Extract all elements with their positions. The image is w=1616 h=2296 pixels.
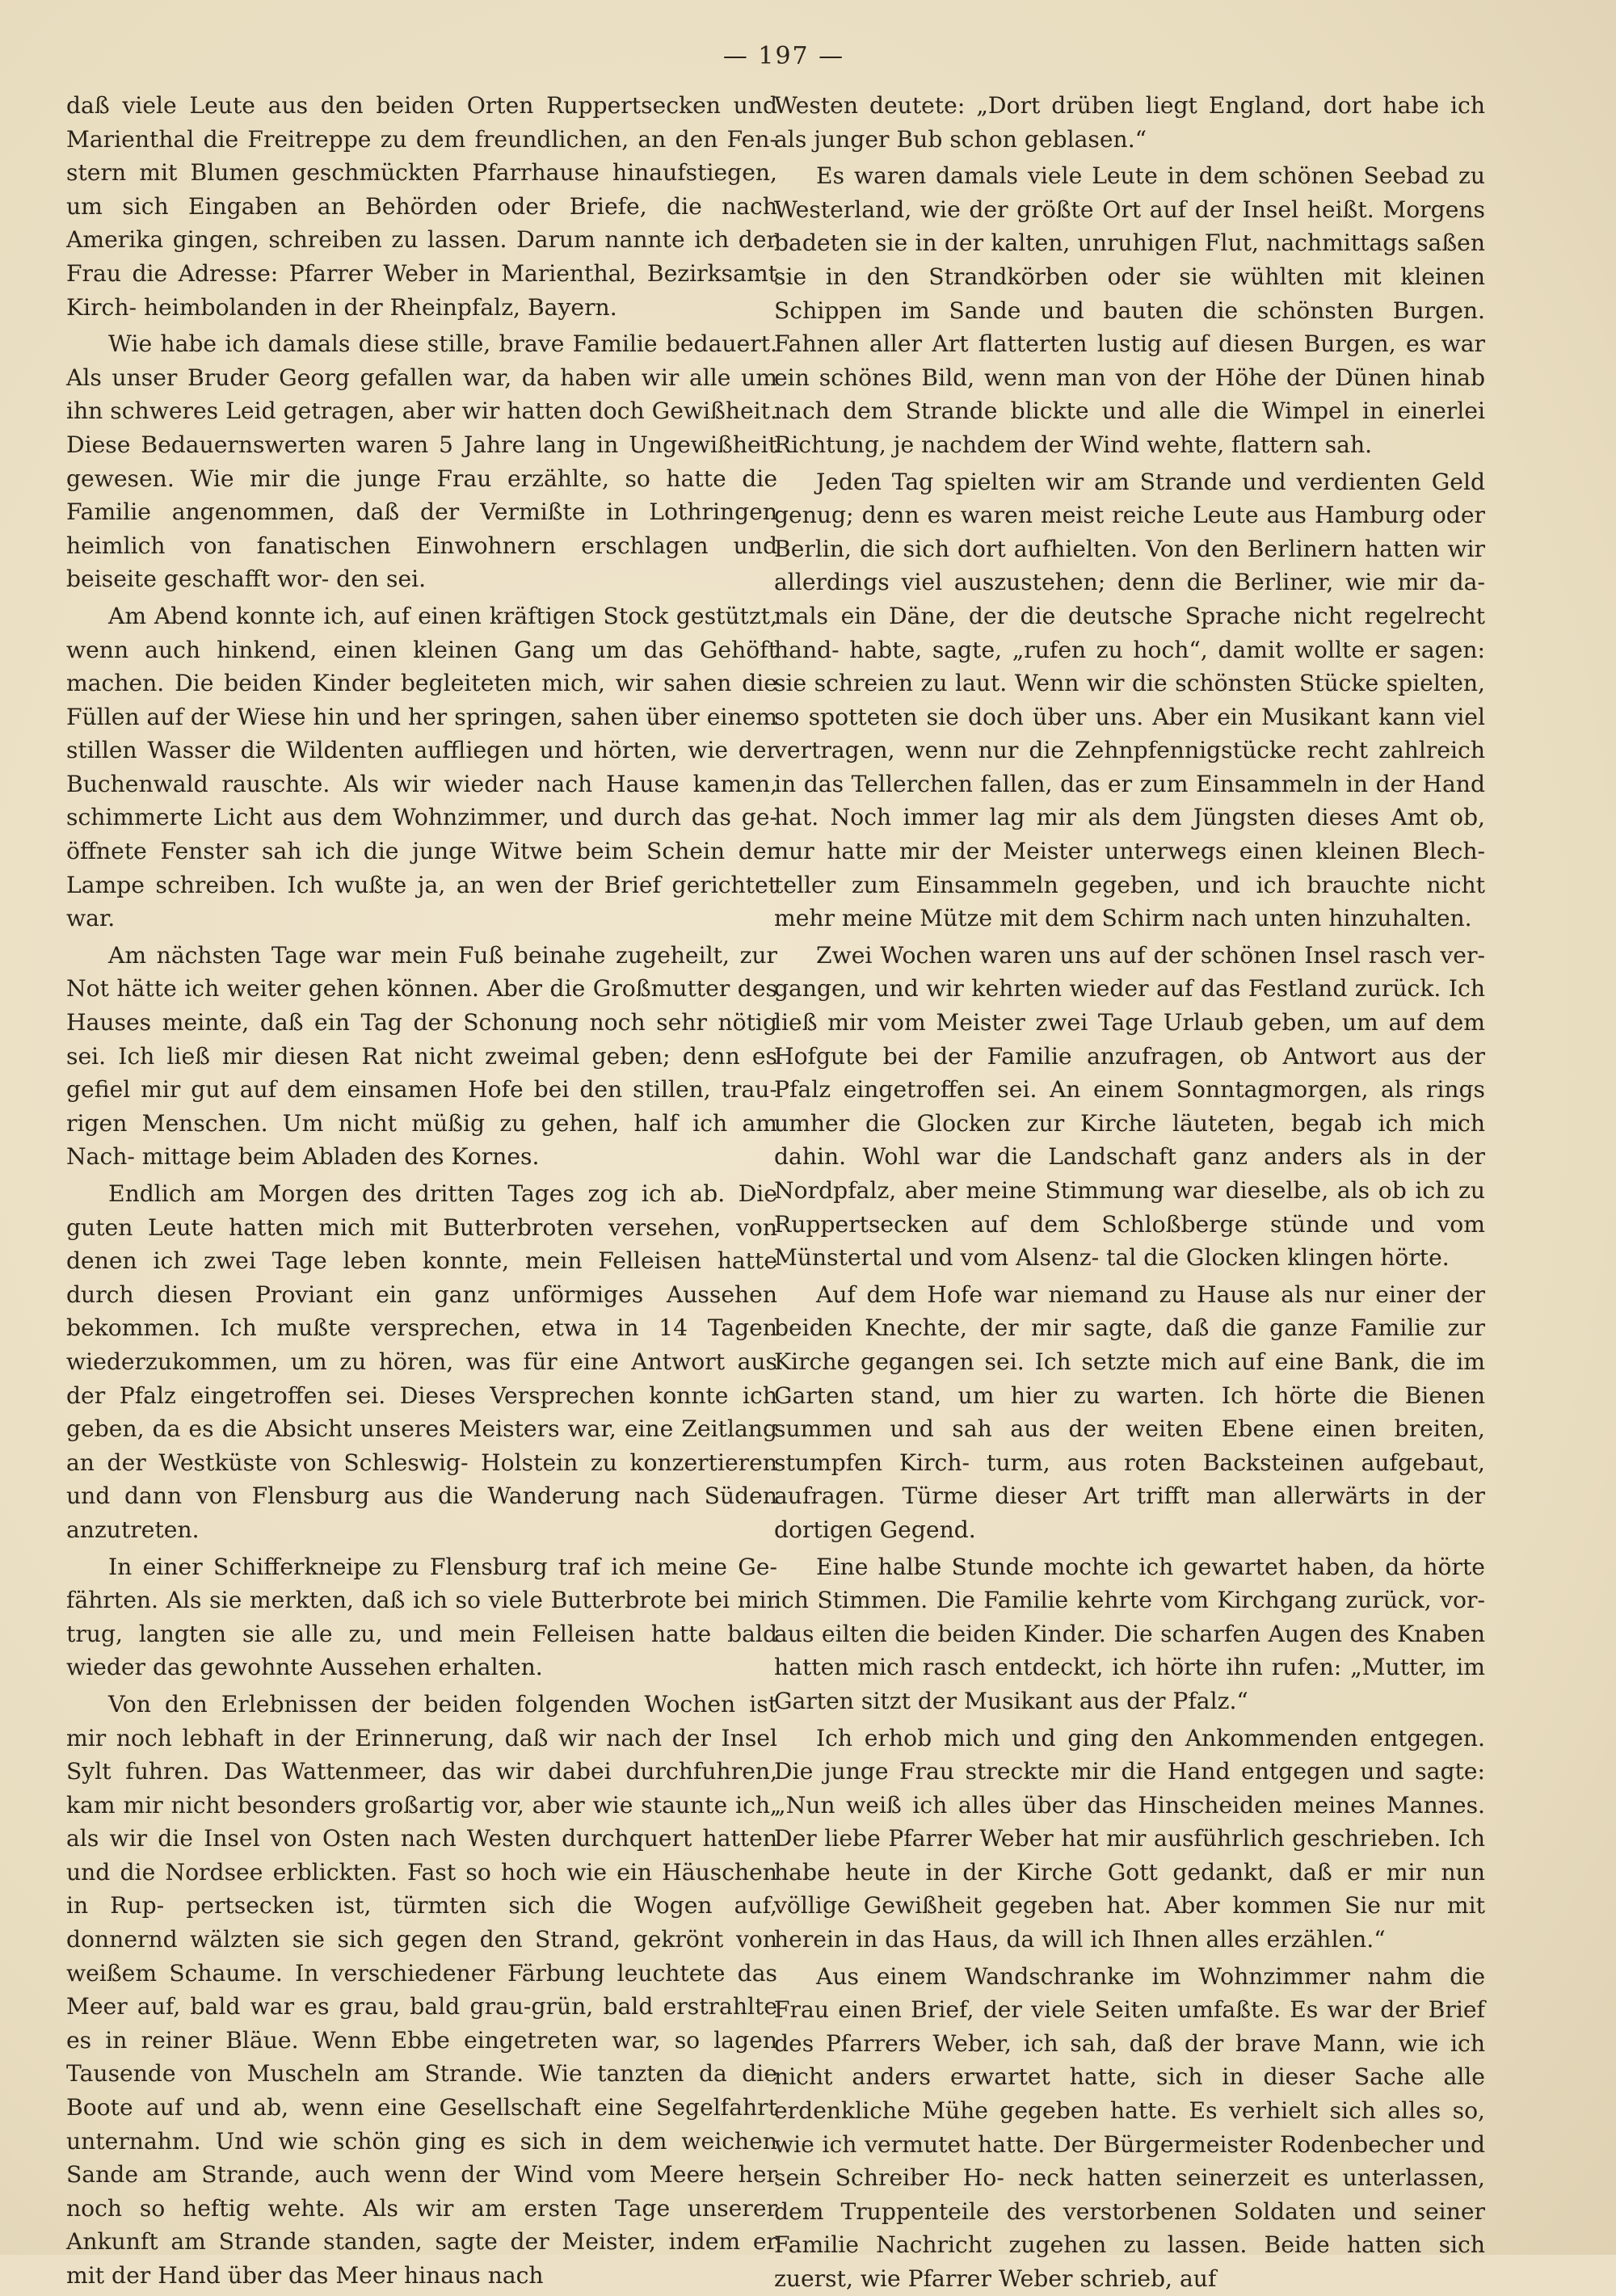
- paragraph: Es waren damals viele Leute in dem schönen Seebad zu Westerland, wie der größte Ort auf der Insel heißt. Morgens badeten sie in der kalten, unruhigen Flut, nachmittags saßen sie in den Strandkörben oder sie wühlten mit kleinen Schippen im Sande und bauten die schönsten Burgen. Fahnen aller Art flatterten lustig auf diesen Burgen, es war ein schönes Bild, wenn man von der Höhe der Dünen hinab nach dem Strande blickte und alle die Wimpel in einerlei Richtung, je nachdem der Wind wehte, flattern sah.: [774, 162, 1485, 458]
- paragraph: Eine halbe Stunde mochte ich gewartet haben, da hörte ich Stimmen. Die Familie kehrte vom Kirchgang zurück, vor- aus eilten die beiden Kinder. Die scharfen Augen des Knaben hatten mich rasch entdeckt, ich hörte ihn rufen: „Mutter, im Garten sitzt der Musikant aus der Pfalz.“: [774, 1553, 1485, 1714]
- paragraph: In einer Schifferkneipe zu Flensburg traf ich meine Ge- fährten. Als sie merkten, daß ich so viele Butterbrote bei mir trug, langten sie alle zu, und mein Felleisen hatte bald wieder das gewohnte Aussehen erhalten.: [66, 1553, 777, 1681]
- paragraph: Am Abend konnte ich, auf einen kräftigen Stock gestützt, wenn auch hinkend, einen kleinen Gang um das Gehöft machen. Die beiden Kinder begleiteten mich, wir sahen die Füllen auf der Wiese hin und her springen, sahen über einem stillen Wasser die Wildenten auffliegen und hörten, wie der Buchenwald rauschte. Als wir wieder nach Hause kamen, schimmerte Licht aus dem Wohnzimmer, und durch das ge- öffnete Fenster sah ich die junge Witwe beim Schein der Lampe schreiben. Ich wußte ja, an wen der Brief gerichtet war.: [66, 602, 777, 932]
- paragraph: Am nächsten Tage war mein Fuß beinahe zugeheilt, zur Not hätte ich weiter gehen können. Aber die Großmutter des Hauses meinte, daß ein Tag der Schonung noch sehr nötig sei. Ich ließ mir diesen Rat nicht zweimal geben; denn es gefiel mir gut auf dem einsamen Hofe bei den stillen, trau- rigen Menschen. Um nicht müßig zu gehen, half ich am Nach- mittage beim Abladen des Kornes.: [66, 941, 777, 1171]
- paragraph: Auf dem Hofe war niemand zu Hause als nur einer der beiden Knechte, der mir sagte, daß die ganze Familie zur Kirche gegangen sei. Ich setzte mich auf eine Bank, die im Garten stand, um hier zu warten. Ich hörte die Bienen summen und sah aus der weiten Ebene einen breiten, stumpfen Kirch- turm, aus roten Backsteinen aufgebaut, aufragen. Türme dieser Art trifft man allerwärts in der dortigen Gegend.: [774, 1280, 1485, 1543]
- paragraph: Ich erhob mich und ging den Ankommenden entgegen. Die junge Frau streckte mir die Hand entgegen und sagte: „Nun weiß ich alles über das Hinscheiden meines Mannes. Der liebe Pfarrer Weber hat mir ausführlich geschrieben. Ich habe heute in der Kirche Gott gedankt, daß er mir nun völlige Gewißheit gegeben hat. Aber kommen Sie nur mit herein in das Haus, da will ich Ihnen alles erzählen.“: [774, 1724, 1485, 1953]
- paragraph: Von den Erlebnissen der beiden folgenden Wochen ist mir noch lebhaft in der Erinnerung, daß wir nach der Insel Sylt fuhren. Das Wattenmeer, das wir dabei durchfuhren, kam mir nicht besonders großartig vor, aber wie staunte ich, als wir die Insel von Osten nach Westen durchquert hatten und die Nordsee erblickten. Fast so hoch wie ein Häuschen in Rup- pertsecken ist, türmten sich die Wogen auf, donnernd wälzten sie sich gegen den Strand, gekrönt von weißem Schaume. In verschiedener Färbung leuchtete das Meer auf, bald war es grau, bald grau-grün, bald erstrahlte es in reiner Bläue. Wenn Ebbe eingetreten war, so lagen Tausende von Muscheln am Strande. Wie tanzten da die Boote auf und ab, wenn eine Gesellschaft eine Segelfahrt unternahm. Und wie schön ging es sich in dem weichen Sande am Strande, auch wenn der Wind vom Meere her noch so heftig wehte. Als wir am ersten Tage unserer Ankunft am Strande standen, sagte der Meister, indem er mit der Hand über das Meer hinaus nach: [66, 1690, 777, 2289]
- paragraph: Endlich am Morgen des dritten Tages zog ich ab. Die guten Leute hatten mich mit Butterbroten versehen, von denen ich zwei Tage leben konnte, mein Felleisen hatte durch diesen Proviant ein ganz unförmiges Aussehen bekommen. Ich mußte versprechen, etwa in 14 Tagen wiederzukommen, um zu hören, was für eine Antwort aus der Pfalz eingetroffen sei. Dieses Versprechen konnte ich geben, da es die Absicht unseres Meisters war, eine Zeitlang an der Westküste von Schleswig- Holstein zu konzertieren und dann von Flensburg aus die Wanderung nach Süden anzutreten.: [66, 1180, 777, 1543]
- paragraph: Wie habe ich damals diese stille, brave Familie bedauert. Als unser Bruder Georg gefallen war, da haben wir alle um ihn schweres Leid getragen, aber wir hatten doch Gewißheit. Diese Bedauernswerten waren 5 Jahre lang in Ungewißheit gewesen. Wie mir die junge Frau erzählte, so hatte die Familie angenommen, daß der Vermißte in Lothringen heimlich von fanatischen Einwohnern erschlagen und beiseite geschafft wor- den sei.: [66, 330, 777, 593]
- page-number: — 197 —: [722, 42, 845, 70]
- paragraph: daß viele Leute aus den beiden Orten Ruppertsecken und Marienthal die Freitreppe zu dem freundlichen, an den Fen- stern mit Blumen geschmückten Pfarrhause hinaufstiegen, um sich Eingaben an Behörden oder Briefe, die nach Amerika gingen, schreiben zu lassen. Darum nannte ich der Frau die Adresse: Pfarrer Weber in Marienthal, Bezirksamt Kirch- heimbolanden in der Rheinpfalz, Bayern.: [66, 92, 777, 321]
- left-text-column: [66, 89, 777, 2293]
- paragraph: Westen deutete: „Dort drüben liegt England, dort habe ich als junger Bub schon geblasen.“: [774, 92, 1485, 153]
- right-text-column: [774, 89, 1485, 2296]
- paragraph: Zwei Wochen waren uns auf der schönen Insel rasch ver- gangen, und wir kehrten wieder auf das Festland zurück. Ich ließ mir vom Meister zwei Tage Urlaub geben, um auf dem Hofgute bei der Familie anzufragen, ob Antwort aus der Pfalz eingetroffen sei. An einem Sonntagmorgen, als rings umher die Glocken zur Kirche läuteten, begab ich mich dahin. Wohl war die Landschaft ganz anders als in der Nordpfalz, aber meine Stimmung war dieselbe, als ob ich zu Ruppertsecken auf dem Schloßberge stünde und vom Münstertal und vom Alsenz- tal die Glocken klingen hörte.: [774, 941, 1485, 1272]
- paragraph: Aus einem Wandschranke im Wohnzimmer nahm die Frau einen Brief, der viele Seiten umfaßte. Es war der Brief des Pfarrers Weber, ich sah, daß der brave Mann, wie ich nicht anders erwartet hatte, sich in dieser Sache alle erdenkliche Mühe gegeben hatte. Es verhielt sich alles so, wie ich vermutet hatte. Der Bürgermeister Rodenbecher und sein Schreiber Ho- neck hatten seinerzeit es unterlassen, dem Truppenteile des verstorbenen Soldaten und seiner Familie Nachricht zugehen zu lassen. Beide hatten sich zuerst, wie Pfarrer Weber schrieb, auf: [774, 1962, 1485, 2292]
- paragraph: Jeden Tag spielten wir am Strande und verdienten Geld genug; denn es waren meist reiche Leute aus Hamburg oder Berlin, die sich dort aufhielten. Von den Berlinern hatten wir allerdings viel auszustehen; denn die Berliner, wie mir da- mals ein Däne, der die deutsche Sprache nicht regelrecht hand- habte, sagte, „rufen zu hoch“, damit wollte er sagen: sie schreien zu laut. Wenn wir die schönsten Stücke spielten, so spotteten sie doch über uns. Aber ein Musikant kann viel vertragen, wenn nur die Zehnpfennigstücke recht zahlreich in das Tellerchen fallen, das er zum Einsammeln in der Hand hat. Noch immer lag mir als dem Jüngsten dieses Amt ob, nur hatte mir der Meister unterwegs einen kleinen Blech- teller zum Einsammeln gegeben, und ich brauchte nicht mehr meine Mütze mit dem Schirm nach unten hinzuhalten.: [774, 468, 1485, 932]
